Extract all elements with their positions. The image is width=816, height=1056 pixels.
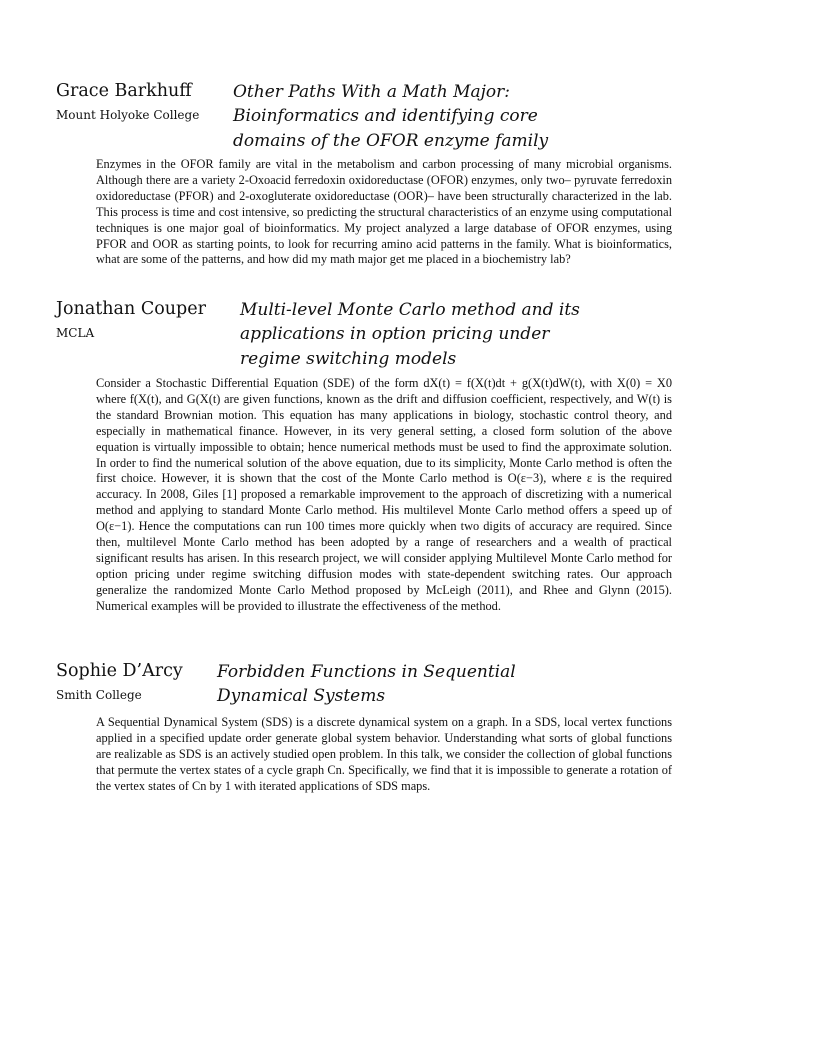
title-line: Forbidden Functions in Sequential bbox=[217, 662, 516, 682]
talk-title bbox=[217, 660, 516, 709]
title-line: Dynamical Systems bbox=[217, 686, 386, 707]
title-line: Bioinformatics and identifying core bbox=[233, 106, 538, 127]
talk-title bbox=[240, 298, 580, 371]
title-line: domains of the OFOR enzyme family bbox=[233, 130, 549, 151]
author-name: Sophie D’Arcy bbox=[56, 661, 183, 681]
author-name: Jonathan Couper bbox=[56, 299, 206, 319]
author-name: Grace Barkhuff bbox=[56, 81, 192, 101]
title-line: Other Paths With a Math Major: bbox=[233, 82, 510, 102]
author-affiliation: MCLA bbox=[56, 326, 95, 340]
abstract-text: A Sequential Dynamical System (SDS) is a discrete dynamical system on a graph. In a SDS, local vertex functions applied in a specified update order generate global system behavior. Understanding what sorts of global functions are realizable as SDS is an actively studied open problem. In this talk, we consider the collection of global functions that permute the vertex states of a cycle graph Cn. Specifically, we find that it is impossible to generate a rotation of the vertex states of Cn by 1 with iterated applications of SDS maps. bbox=[96, 715, 672, 793]
talk-title bbox=[233, 80, 548, 153]
abstract-text: Enzymes in the OFOR family are vital in the metabolism and carbon processing of many microbial organisms. Although there are a variety 2-Oxoacid ferredoxin oxidoreductase (OFOR) enzymes, only two– pyruvate ferredoxin oxidoreductase (PFOR) and 2-oxogluterate oxidoreductase (OOR)– have been structurally characterized in the lab. This process is time and cost intensive, so predicting the structural characteristics of an enzyme using computational techniques is one major goal of bioinformatics. My project analyzed a large database of OFOR enzymes, using PFOR and OOR as starting points, to look for recurring amino acid patterns in the family. What is bioinformatics, what are some of the patterns, and how did my math major get me placed in a biochemistry lab? bbox=[96, 157, 672, 267]
title-line: Multi-level Monte Carlo method and its bbox=[240, 300, 580, 320]
title-line: regime switching models bbox=[240, 348, 457, 369]
author-affiliation: Smith College bbox=[56, 688, 142, 702]
title-line: applications in option pricing under bbox=[240, 324, 550, 345]
abstract-text: Consider a Stochastic Differential Equation (SDE) of the form dX(t) = f(X(t)dt + g(X(t)dW(t), with X(0) = X0 where f(X(t), and G(X(t) are given functions, known as the drift and diffusion coefficient, respectively, and W(t) is the standard Brownian motion. This equation has many applications in biology, stochastic control theory, and especially in mathematical finance. However, in its very general setting, a closed form solution of the above equation is virtually impossible to obtain; hence numerical methods must be used to find the approximate solution. In order to find the numerical solution of the above equation, due to its simplicity, Monte Carlo method is often the first choice. However, it is shown that the cost of the Monte Carlo method is O(ε−3), where ε is the required accuracy. In 2008, Giles [1] proposed a remarkable improvement to the approach of discretizing with a numerical method and applying to standard Monte Carlo method. His multilevel Monte Carlo method offers a speed up of O(ε−1). Hence the computations can run 100 times more quickly when two digits of accuracy are required. Since then, multilevel Monte Carlo method has been adopted by a range of researchers and a wealth of practical significant results has arisen. In this research project, we will consider applying Multilevel Monte Carlo method for option pricing under regime switching diffusion modes with state-dependent switching rates. Our approach generalize the randomized Monte Carlo Method proposed by McLeigh (2011), and Rhee and Glynn (2015). Numerical examples will be provided to illustrate the effectiveness of the method. bbox=[96, 376, 672, 613]
author-affiliation: Mount Holyoke College bbox=[56, 108, 200, 122]
